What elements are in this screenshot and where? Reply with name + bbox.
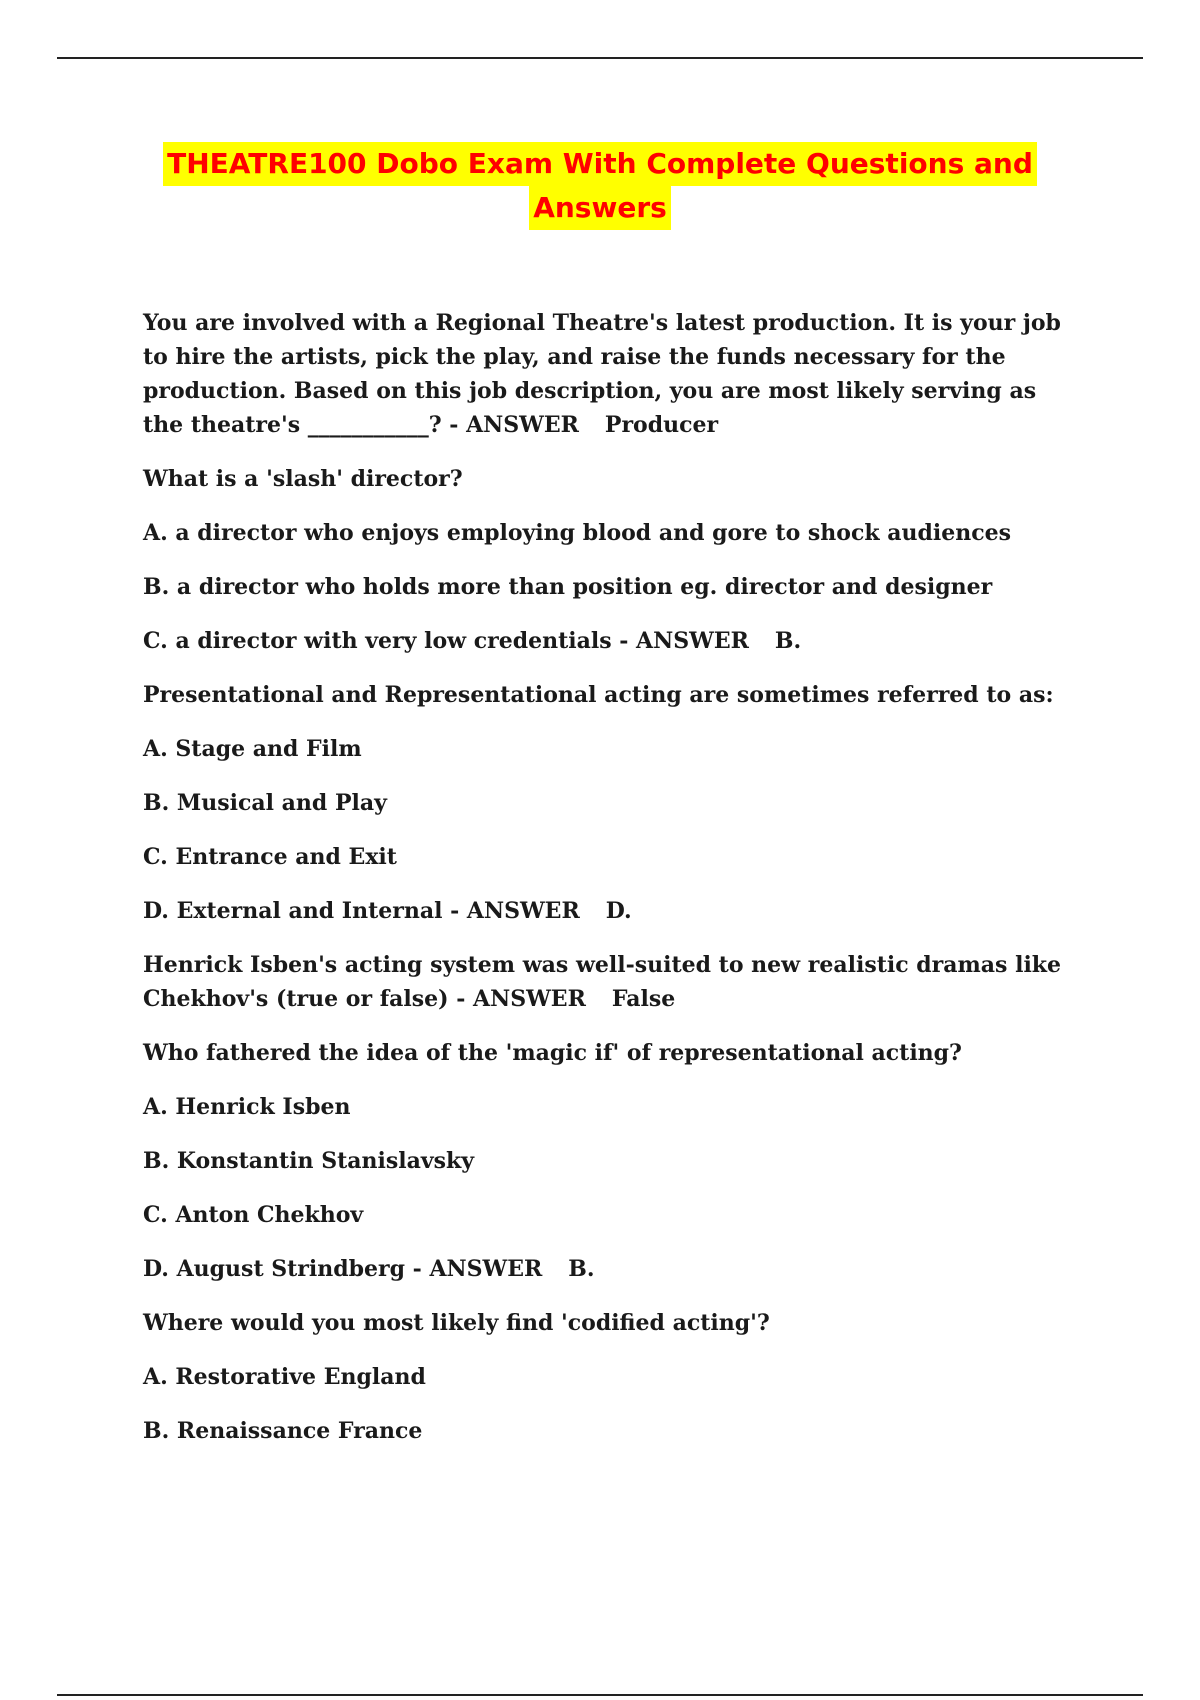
question-paragraph bbox=[143, 462, 1083, 496]
option-line bbox=[143, 1414, 1083, 1448]
question-text: Henrick Isben's acting system was well-suited to new realistic dramas like Chekhov's (true or false) - ANSWER bbox=[143, 952, 1062, 1012]
option-text: C. Anton Chekhov bbox=[143, 1202, 364, 1228]
option-text: B. Musical and Play bbox=[143, 790, 387, 816]
option-line bbox=[143, 840, 1083, 874]
option-text: C. a director with very low credentials - ANSWER bbox=[143, 628, 749, 654]
option-line bbox=[143, 1360, 1083, 1394]
option-line bbox=[143, 1144, 1083, 1178]
option-line bbox=[143, 1252, 1083, 1286]
option-text: B. Renaissance France bbox=[143, 1418, 423, 1444]
option-text: B. Konstantin Stanislavsky bbox=[143, 1148, 475, 1174]
top-rule bbox=[57, 57, 1143, 59]
option-line bbox=[143, 786, 1083, 820]
title-line-1: THEATRE100 Dobo Exam With Complete Questions and bbox=[163, 142, 1037, 186]
option-line bbox=[143, 516, 1083, 550]
option-line bbox=[143, 1198, 1083, 1232]
question-text: Where would you most likely find 'codified acting'? bbox=[143, 1310, 770, 1336]
question-text: Presentational and Representational acting are sometimes referred to as: bbox=[143, 682, 1054, 708]
question-paragraph bbox=[143, 1036, 1083, 1070]
option-line bbox=[143, 570, 1083, 604]
option-text: D. External and Internal - ANSWER bbox=[143, 898, 580, 924]
option-text: A. Henrick Isben bbox=[143, 1094, 351, 1120]
option-line bbox=[143, 1090, 1083, 1124]
answer-text: Producer bbox=[604, 412, 719, 438]
question-text: Who fathered the idea of the 'magic if' of representational acting? bbox=[143, 1040, 962, 1066]
question-paragraph bbox=[143, 678, 1083, 712]
answer-text: D. bbox=[605, 898, 632, 924]
option-text: C. Entrance and Exit bbox=[143, 844, 397, 870]
qa-content bbox=[143, 306, 1083, 1468]
document-title bbox=[0, 142, 1200, 230]
option-text: A. a director who enjoys employing blood and gore to shock audiences bbox=[143, 520, 1012, 546]
question-paragraph bbox=[143, 948, 1083, 1016]
question-paragraph bbox=[143, 1306, 1083, 1340]
bottom-rule bbox=[57, 1694, 1143, 1696]
option-text: D. August Strindberg - ANSWER bbox=[143, 1256, 543, 1282]
option-text: B. a director who holds more than position eg. director and designer bbox=[143, 574, 993, 600]
answer-text: B. bbox=[774, 628, 802, 654]
question-paragraph bbox=[143, 306, 1083, 442]
option-text: A. Restorative England bbox=[143, 1364, 426, 1390]
option-line bbox=[143, 732, 1083, 766]
title-line-2: Answers bbox=[529, 186, 671, 230]
answer-text: False bbox=[611, 986, 676, 1012]
option-line bbox=[143, 624, 1083, 658]
option-line bbox=[143, 894, 1083, 928]
answer-text: B. bbox=[568, 1256, 595, 1282]
option-text: A. Stage and Film bbox=[143, 736, 362, 762]
question-text: What is a 'slash' director? bbox=[143, 466, 463, 492]
question-text: You are involved with a Regional Theatre's latest production. It is your job to hire the artists, pick the play, and raise the funds necessary for the production. Based on this job description, you are most likely serving as the theatre's ___________? - ANSWER bbox=[143, 310, 1061, 438]
